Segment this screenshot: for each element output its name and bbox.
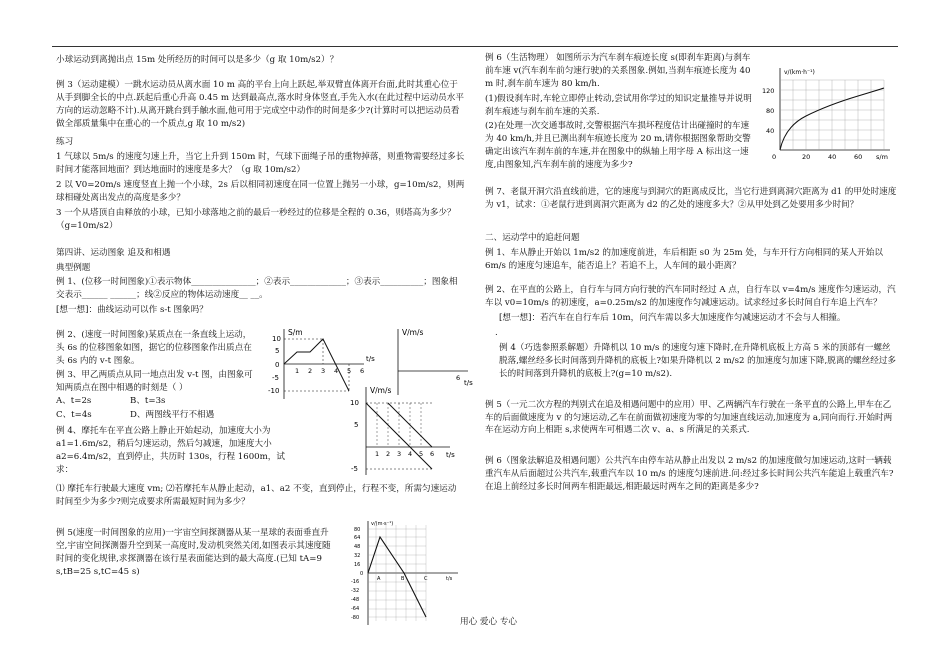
practice-2: 2 以 V0=20m/s 速度竖直上抛一个小球，2s 后以相同初速度在同一位置上抛另一小球，g=10m/s2，则两球相碰处离出发点的高度是多少？: [56, 180, 465, 204]
st-xtick-4: 4: [334, 367, 339, 376]
ex5-vt-graph: [346, 517, 464, 629]
ex5-ytick-80: 80: [354, 527, 361, 534]
ex6-xlabel: s/m: [876, 153, 888, 161]
chase-ex6: 例 6（图象法解追及相遇问题）公共汽车由停车站从静止出发以 2 m/s2 的加速度做匀加速运动,这时一辆载重汽车从后面超过公共汽车,载重汽车以 10 m/s 的速度匀速前进.问:经过多长时间公共汽车能追上载重汽车?在追上前经过多长时间两车相距最远,相距最远时两车之间的距离是多少?: [485, 456, 894, 493]
ex5-block: [56, 521, 466, 623]
ex6-ylabel: v/(km·h⁻¹): [784, 69, 815, 76]
vt2-xtick-6: 6: [430, 450, 435, 459]
vt2-xtick-5: 5: [419, 450, 424, 459]
st-xtick-2: 2: [308, 367, 313, 376]
chase-ex1: 例 1、车从静止开始以 1m/s2 的加速度前进，车后相距 s0 为 25m 处，与车开行方向相同的某人开始以 6m/s 的速度匀速追车，能否追上？若追不上，人车间的最小距离？: [485, 247, 883, 271]
vt2-ytick-10: 10: [350, 399, 359, 408]
ex6-ytick-40: 40: [766, 127, 775, 135]
chase-ex5: 例 5（一元二次方程的判别式在追及相遇问题中的应用）甲、乙两辆汽车行驶在一条平直的公路上,甲车在乙车的后面做速度为 v 的匀速运动,乙车在前面做初速度为零的匀加速直线运动,加速度为 a,同向而行.开始时两车在运动方向上相距 s,求使两车可相遇二次 v、a、s 所满足的关系式.: [485, 399, 893, 436]
ex6-xtick-0: 0: [772, 153, 777, 161]
ex6-ytick-120: 120: [762, 87, 775, 95]
vt2-ytick-5: 5: [354, 421, 359, 430]
chase-ex4: 例 4（巧选参照系解题）升降机以 10 m/s 的速度匀速下降时,在升降机底板上方高 5 米的顶部有一螺丝脱落,螺丝经多长时间落到升降机的底板上?如果升降机以 2 m/s2 的加速度匀加速下降,脱离的螺丝经过多长的时间落到升降机的底板上?(g=10 m/s2).: [499, 343, 897, 379]
ex5-ytick-64: 64: [354, 535, 361, 542]
ex5-xtick-c: C: [424, 576, 428, 583]
st-xtick-1: 1: [295, 367, 300, 376]
options-row1: [56, 395, 256, 408]
option-d: D、两图线平行不相遇: [130, 410, 215, 421]
vt2-xtick-2: 2: [386, 450, 391, 459]
ex5-ytick-16: 16: [354, 562, 361, 569]
ex5-xtick-a: A: [377, 576, 381, 583]
ex5-ytick-m32: -32: [351, 588, 360, 595]
ex2-ex3-block: [56, 328, 473, 517]
ex6-ytick-80: 80: [766, 107, 775, 115]
braking-distance-chart: [758, 66, 898, 162]
ex5-ytick-0: 0: [360, 571, 364, 578]
ex6-xtick-20: 20: [802, 153, 811, 161]
option-a: A、t=2s: [56, 396, 92, 407]
ex5-ytick-m80: -80: [351, 615, 360, 622]
ex5-ytick-m64: -64: [351, 606, 360, 613]
left-ex3b: 例 3、甲乙两质点从同一地点出发 v-t 图，由图象可知两质点在图中相遇的时刻是（ ）: [56, 370, 253, 394]
left-ex3: 例 3（运动建模）一跳水运动员从离水面 10 m 高的平台上向上跃起,举双臂直体离开台面,此时其重心位于从手到脚全长的中点.跃起后重心升高 0.45 m 达到最高点,落水时身体竖直,手先入水(在此过程中运动员水平方向的运动忽略不计).从离开跳台到手触水面,他可用于完成空中动作的时间是多少?(计算时可以把运动员看做全部质量集中在重心的一个质点,g 取 10 m/s2): [56, 79, 464, 129]
left-ex1: 例 1、(位移一时间图象)①表示物体_______________；②表示_____________；③表示__________；图象相交表示______ ______；线②反应的物体运动速度__ __。: [56, 277, 458, 301]
vt2-xtick-3: 3: [397, 450, 402, 459]
vt2-ytick-m5: -5: [351, 465, 358, 474]
st-ytick-m5: -5: [272, 374, 279, 383]
right-ex7: 例 7、老鼠开洞穴沿直线前进，它的速度与到洞穴的距离成反比，当它行进到离洞穴距离为 d1 的甲处时速度为 v1，试求：①老鼠行进到离洞穴距离为 d2 的乙处的速度多大？②从甲处到乙处要用多少时间？: [485, 187, 897, 210]
think-2: [想一想]：若汽车在自行车后 10m，问汽车需以多大加速度作匀减速运动才不会与人相撞。: [499, 313, 846, 324]
ex5-ytick-32: 32: [354, 553, 361, 560]
st-ytick-0: 0: [275, 361, 280, 370]
st-ytick-m10: -10: [268, 387, 280, 396]
section2-title: 二、运动学中的追赶问题: [485, 232, 580, 243]
vt-two-lines-graph: [342, 383, 462, 479]
vt2-ylabel: V/m/s: [370, 386, 392, 396]
ex6-xtick-60: 60: [854, 153, 863, 161]
vt2-xtick-4: 4: [408, 450, 413, 459]
ex5-ytick-m16: -16: [351, 579, 360, 586]
footer-text: 用心 爱心 专心: [460, 617, 518, 627]
st-xtick-6: 6: [360, 367, 365, 376]
right-ex6: 例 6（生活物理） 如图所示为汽车刹车痕迹长度 s(即刹车距离)与刹车前车速 v(汽车刹车前匀速行驶)的关系图象.例如,当刹车痕迹长度为 40 m 时,刹车前车速为 80 km/h.: [485, 53, 751, 89]
practice-1: 1 气球以 5m/s 的速度匀速上升，当它上升到 150m 时，气球下面绳子吊的重物掉落，则重物需要经过多长时间才能落回地面？到达地面时的速度是多大？（g 取 10m/s2）: [56, 152, 465, 176]
chase-ex2: 例 2、在平直的公路上，自行车与同方向行驶的汽车同时经过 A 点，自行车以 v=4m/s 速度作匀速运动，汽车以 v0=10m/s 的初速度，a=0.25m/s2 的加速度作匀减速运动。试求经过多长时间自行车追上汽车？: [485, 285, 896, 309]
dot-line: .: [495, 328, 498, 339]
left-ex2: 例 2、(速度一时间图象)某质点在一条直线上运动，头 6s 的位移图象如图，据它的位移图象作出质点在头 6s 内的 v-t 图象。: [56, 330, 252, 366]
left-line1: 小球运动到离抛出点 15m 处所经历的时间可以是多少（g 取 10m/s2）？: [56, 55, 339, 65]
right-ex6-q2: (2)在处理一次交通事故时,交警根据汽车损坏程度估计出碰撞时的车速为 40 km/h,并且已测出刹车痕迹长度为 20 m,请你根据图象帮助交警确定出该汽车刹车前的车速,并在图象中的纵轴上用字母 A 标出这一速度,由图象知,汽车刹车前的速度为多少?: [485, 121, 751, 171]
typical-examples: 典型例题: [56, 262, 91, 273]
option-b: B、t=3s: [130, 396, 166, 407]
ex5-ytick-48: 48: [354, 544, 361, 551]
st-ytick-10: 10: [272, 335, 281, 344]
option-c: C、t=4s: [56, 410, 92, 421]
left-ex5: 例 5(速度一时间图象的应用)一宇宙空间探测器从某一星球的表面垂直升空,宇宙空间探测器升空到某一高度时,发动机突然关闭,如图表示其速度随时间的变化规律,求探测器在该行星表面能达到的最大高度.(已知 tA=9 s,tB=25 s,tC=45 s): [56, 528, 331, 577]
vt2-xlabel: t/s: [446, 451, 455, 460]
st-ytick-5: 5: [275, 347, 280, 356]
right-ex6-q1: (1)假设刹车时,车轮立即停止转动,尝试用你学过的知识定量推导并说明刹车痕迹与刹车前车速的关系.: [485, 93, 752, 117]
practice-title: 练习: [56, 137, 74, 148]
st-ylabel: S/m: [288, 328, 303, 338]
st-line: [284, 339, 352, 391]
think-1: [想一想]：曲线运动可以作 s-t 图象吗？: [56, 305, 208, 316]
options-row2: [56, 409, 256, 422]
practice-3: 3 一个从塔顶自由释放的小球，已知小球落地之前的最后一秒经过的位移是全程的 0.36，则塔高为多少？（g=10m/s2）: [56, 207, 456, 231]
header-rule: [52, 46, 898, 47]
vt-ylabel: V/m/s: [402, 328, 424, 338]
st-xlabel: t/s: [366, 355, 375, 364]
ex5-ytick-m48: -48: [351, 597, 360, 604]
ex6-block: [485, 52, 757, 172]
vt2-xtick-1: 1: [375, 450, 380, 459]
ex5-xlabel: t/s: [446, 576, 453, 583]
st-xtick-3: 3: [321, 367, 326, 376]
st-xtick-5: 5: [347, 367, 352, 376]
left-column: [56, 52, 473, 623]
left-ex4-questions: ⑴ 摩托车行驶最大速度 vm; ⑵若摩托车从静止起动，a1、a2 不变，直到停止，行程不变，所需匀速运动时间至少为多少?则完成要求所需最短时间为多少？: [56, 484, 457, 508]
left-ex4: 例 4、摩托车在平直公路上静止开始起动，加速度大小为 a1=1.6m/s2，稍后匀速运动，然后匀减速，加速度大小 a2=6.4m/s2，直到停止，共历时 130s，行程 1600m，试求：: [56, 426, 285, 475]
ex6-xtick-40: 40: [828, 153, 837, 161]
vt-xlabel: t/s: [464, 379, 473, 388]
ex5-ylabel: v/(m·s⁻¹): [371, 521, 394, 528]
section4-title: 第四讲、运动图象 追及和相遇: [56, 247, 171, 258]
ex5-xtick-b: B: [401, 576, 405, 583]
vt-xtick-6: 6: [456, 374, 461, 383]
